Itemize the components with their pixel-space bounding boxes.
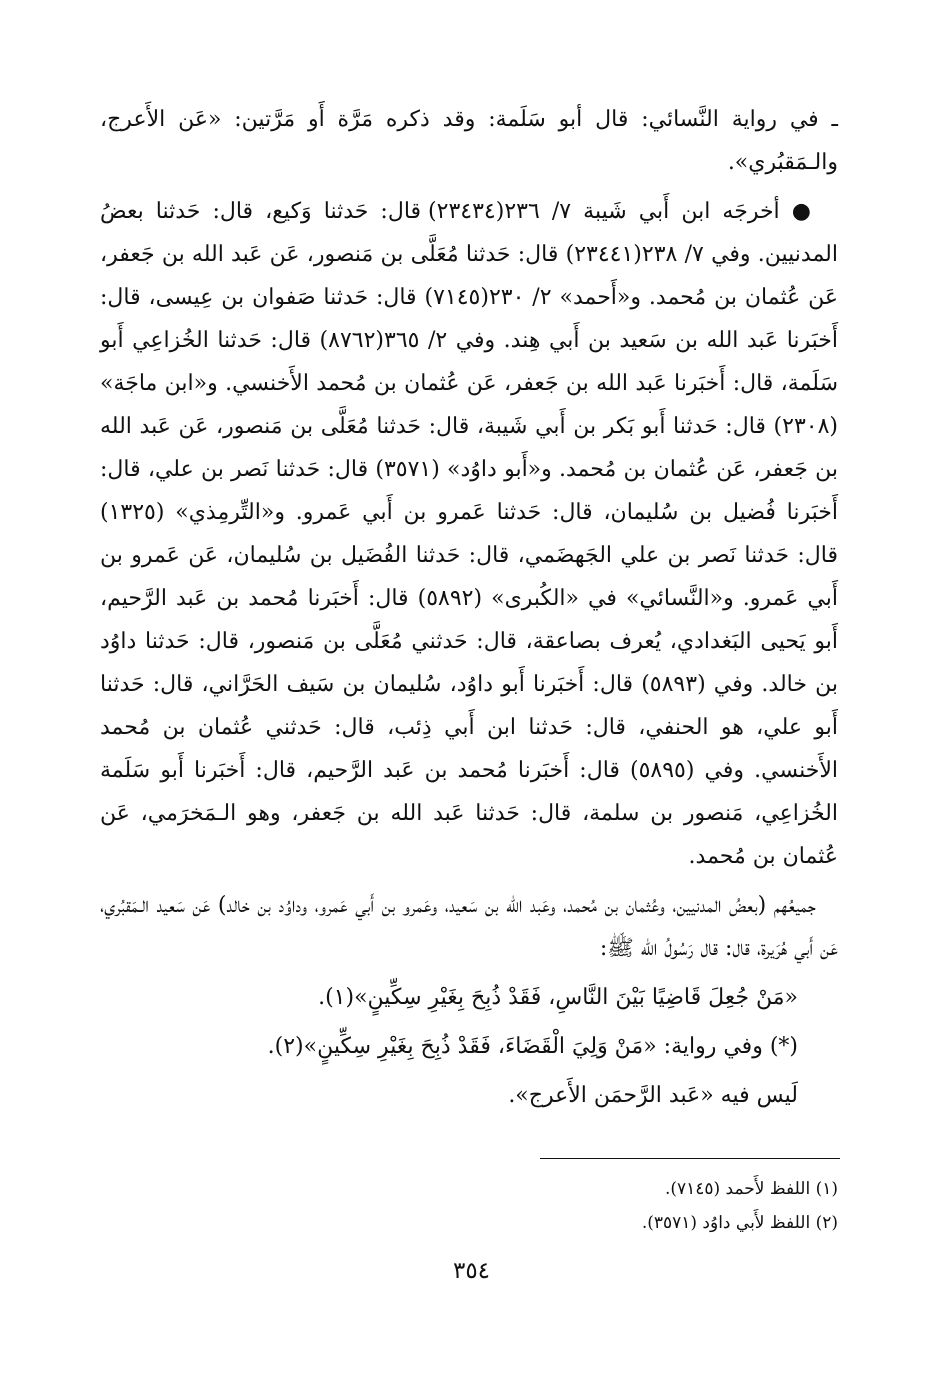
page-number: ٣٥٤: [452, 1258, 491, 1284]
hadith-note: لَيس فيه «عَبد الرَّحمَن الأَعرج».: [508, 1083, 798, 1108]
paragraph-jamiuhum: جميعُهم (بعضُ المدنيين، وعُثمان بن مُحمد، وعَبد الله بن سَعيد، وعَمرو بن أَبي عَمرو، وداوُد بن خالد) عَن سَعيد الـمَقبُري، عَن أَبي هُرَيرة، قال: قال رَسُولُ الله ﷺ:: [100, 893, 838, 961]
footnote-2: (٢) اللفظ لأَبي داوُد (٣٥٧١).: [641, 1213, 838, 1233]
paragraph-nasai-note: ـ في رواية النَّسائي: قال أبو سَلَمة: وقد ذكره مَرَّة أَو مَرَّتين: «عَن الأَعرج، والـمَقبُري».: [100, 107, 838, 175]
footnote-divider: [540, 1158, 840, 1159]
main-text: [100, 98, 838, 1123]
hadith-text: «مَنْ جُعِلَ قَاضِيًا بَيْنَ النَّاسِ، فَقَدْ ذُبِحَ بِغَيْرِ سِكِّينٍ»(١).: [318, 985, 798, 1010]
paragraph-takhrij: ● أخرجَه ابن أَبي شَيبة ٧/ ٢٣٦(٢٣٤٣٤) قال: حَدثنا وَكيع، قال: حَدثنا بعضُ المدنيين. وفي ٧/ ٢٣٨(٢٣٤٤١) قال: حَدثنا مُعَلَّى بن مَنصور، عَن عَبد الله بن جَعفر، عَن عُثمان بن مُحمد. و«أَحمد» ٢/ ٢٣٠(٧١٤٥) قال: حَدثنا صَفوان بن عِيسى، قال: أَخبَرنا عَبد الله بن سَعيد بن أَبي هِند. وفي ٢/ ٣٦٥(٨٧٦٢) قال: حَدثنا الخُزاعِي أَبو سَلَمة، قال: أَخبَرنا عَبد الله بن جَعفر، عَن عُثمان بن مُحمد الأَخنسي. و«ابن ماجَة» (٢٣٠٨) قال: حَدثنا أَبو بَكر بن أَبي شَيبة، قال: حَدثنا مُعَلَّى بن مَنصور، عَن عَبد الله بن جَعفر، عَن عُثمان بن مُحمد. و«أَبو داوُد» (٣٥٧١) قال: حَدثنا نَصر بن علي، قال: أَخبَرنا فُضيل بن سُليمان، قال: حَدثنا عَمرو بن أَبي عَمرو. و«التِّرمِذي» (١٣٢٥) قال: حَدثنا نَصر بن علي الجَهضَمي، قال: حَدثنا الفُضَيل بن سُليمان، عَن عَمرو بن أَبي عَمرو. و«النَّسائي» في «الكُبرى» (٥٨٩٢) قال: أَخبَرنا مُحمد بن عَبد الرَّحيم، أَبو يَحيى البَغدادي، يُعرف بصاعقة، قال: حَدثني مُعَلَّى بن مَنصور، قال: حَدثنا داوُد بن خالد. وفي (٥٨٩٣) قال: أَخبَرنا أَبو داوُد، سُليمان بن سَيف الحَرَّاني، قال: حَدثنا أَبو علي، هو الحنفي، قال: حَدثنا ابن أَبي ذِئب، قال: حَدثني عُثمان بن مُحمد الأَخنسي. وفي (٥٨٩٥) قال: أَخبَرنا مُحمد بن عَبد الرَّحيم، قال: أَخبَرنا أَبو سَلَمة الخُزاعِي، مَنصور بن سلمة، قال: حَدثنا عَبد الله بن جَعفر، وهو الـمَخرَمي، عَن عُثمان بن مُحمد.: [100, 199, 839, 869]
hadith-variant: (*) وفي رواية: «مَنْ وَلِيَ الْقَضَاءَ، فَقَدْ ذُبِحَ بِغَيْرِ سِكِّينٍ»(٢).: [267, 1034, 798, 1059]
footnotes: [420, 1172, 838, 1240]
footnote-1: (١) اللفظ لأَحمد (٧١٤٥).: [664, 1179, 838, 1199]
